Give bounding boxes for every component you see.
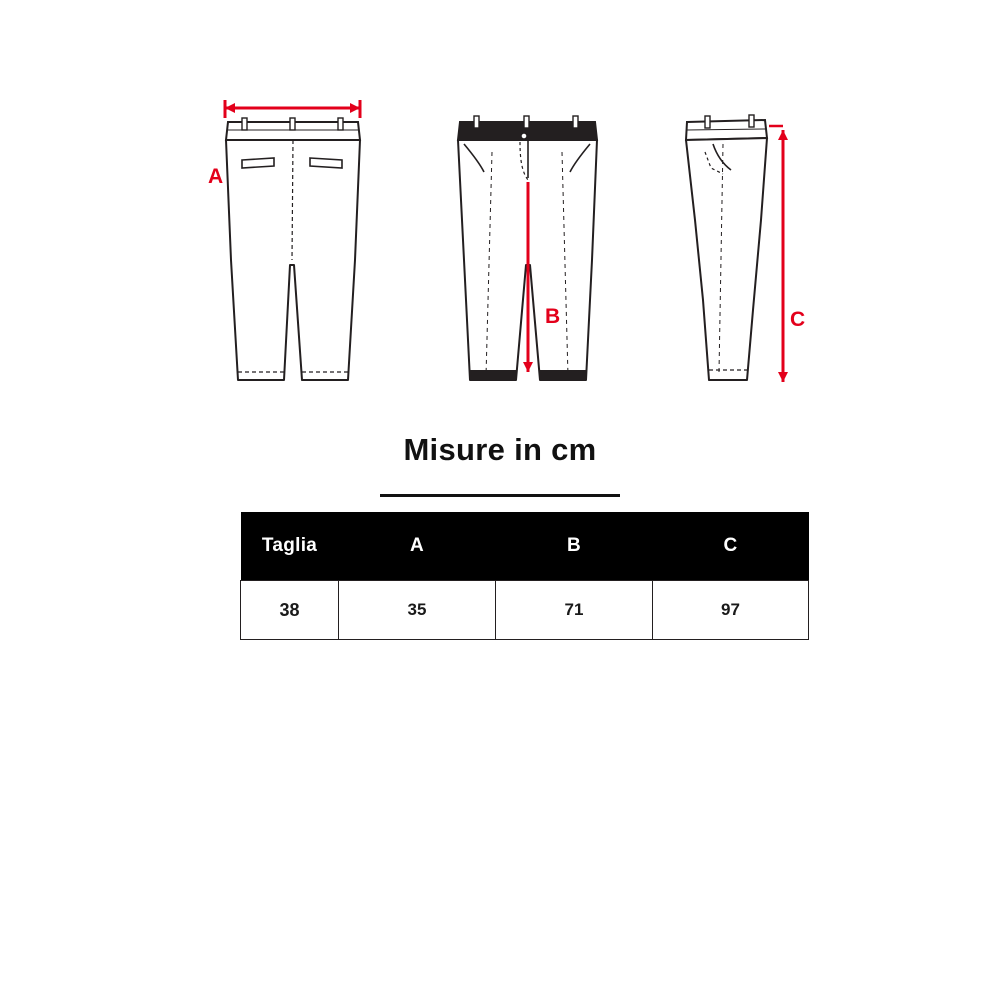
table-header-row — [241, 512, 809, 581]
cell-a: 35 — [339, 581, 496, 640]
size-table — [240, 512, 809, 640]
title-divider — [380, 494, 620, 497]
trousers-front-view — [440, 60, 620, 400]
garment-diagrams — [0, 60, 1000, 420]
trousers-back-view — [190, 60, 380, 400]
table-header-taglia: Taglia — [241, 512, 339, 581]
cell-c: 97 — [653, 581, 809, 640]
size-table-container — [240, 512, 800, 640]
table-header-a: A — [339, 512, 496, 581]
cell-taglia: 38 — [241, 581, 339, 640]
trousers-side-view — [665, 60, 845, 400]
page-title: Misure in cm — [403, 432, 597, 467]
marker-c-label: C — [790, 308, 806, 331]
cell-b: 71 — [496, 581, 653, 640]
marker-a-label: A — [208, 165, 224, 188]
marker-b-label: B — [545, 305, 561, 328]
table-header-c: C — [653, 512, 809, 581]
table-row — [241, 581, 809, 640]
table-header-b: B — [496, 512, 653, 581]
